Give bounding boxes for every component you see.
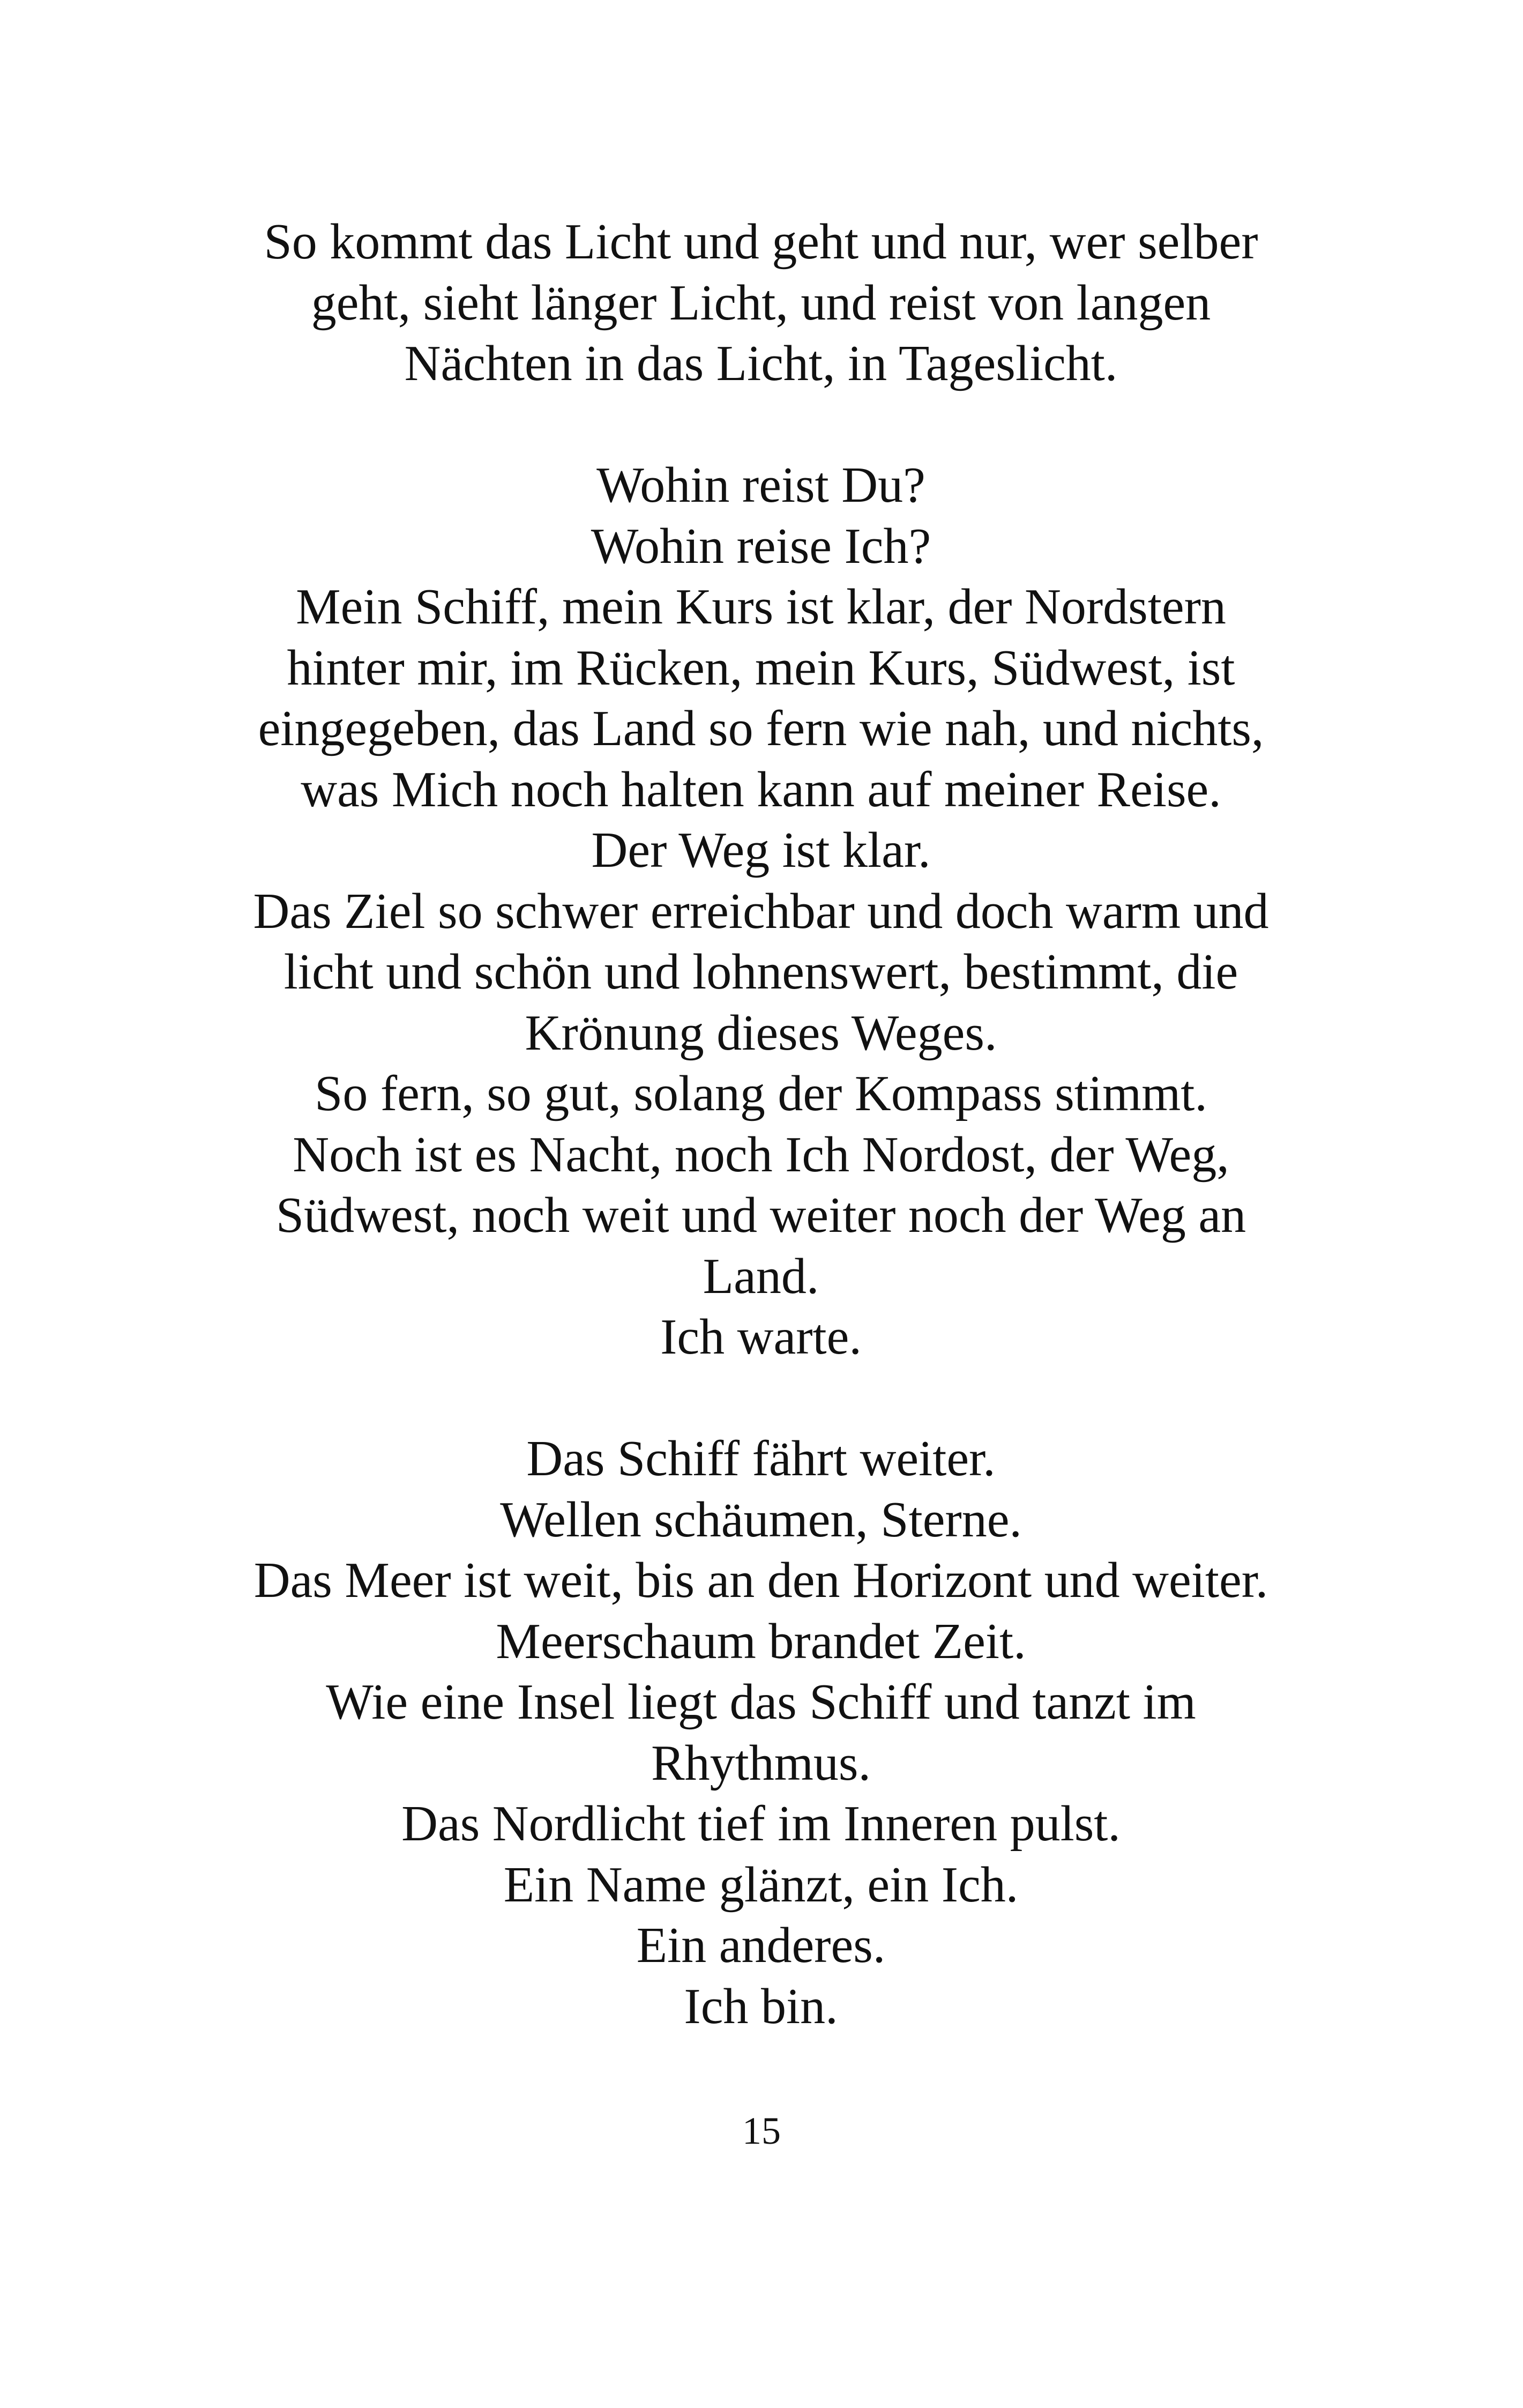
- poem-line: Rhythmus.: [651, 1735, 871, 1791]
- poem-line: Meerschaum brandet Zeit.: [496, 1613, 1026, 1669]
- stanza-2: [204, 455, 1318, 1368]
- poem-line: Südwest, noch weit und weiter noch der Weg an: [275, 1187, 1246, 1243]
- poem-line: licht und schön und lohnenswert, bestimmt, die: [283, 944, 1238, 1000]
- poem-line: was Mich noch halten kann auf meiner Reise.: [301, 761, 1221, 817]
- poem-line: Das Nordlicht tief im Inneren pulst.: [401, 1796, 1121, 1852]
- poem-line: hinter mir, im Rücken, mein Kurs, Südwest, ist: [287, 640, 1235, 696]
- poem-line: Wohin reise Ich?: [591, 518, 931, 574]
- poem-line: Krönung dieses Weges.: [525, 1005, 997, 1061]
- poem-line: Das Ziel so schwer erreichbar und doch warm und: [253, 883, 1269, 939]
- poem-line: Das Schiff fährt weiter.: [526, 1431, 996, 1487]
- poem-line: Mein Schiff, mein Kurs ist klar, der Nordstern: [296, 579, 1226, 635]
- poem-text: [204, 212, 1318, 2037]
- poem-line: So kommt das Licht und geht und nur, wer selber: [264, 214, 1258, 270]
- poem-line: Noch ist es Nacht, noch Ich Nordost, der Weg,: [293, 1126, 1229, 1183]
- stanza-1: [204, 212, 1318, 395]
- poem-line: Ich warte.: [660, 1309, 862, 1365]
- poem-line: Ein Name glänzt, ein Ich.: [503, 1856, 1019, 1913]
- poem-line: Wie eine Insel liegt das Schiff und tanzt im: [326, 1674, 1196, 1730]
- poem-line: So fern, so gut, solang der Kompass stimmt.: [315, 1066, 1207, 1121]
- poem-line: Ich bin.: [684, 1978, 838, 2034]
- poem-line: eingegeben, das Land so fern wie nah, und nichts,: [258, 701, 1264, 756]
- poem-line: Nächten in das Licht, in Tageslicht.: [404, 336, 1118, 391]
- poem-line: Land.: [703, 1248, 819, 1304]
- page-number: 15: [742, 2109, 781, 2152]
- poem-line: Wohin reist Du?: [596, 457, 925, 513]
- stanza-3: [204, 1429, 1318, 2037]
- poem-line: Wellen schäumen, Sterne.: [500, 1491, 1022, 1548]
- poem-line: Der Weg ist klar.: [591, 822, 931, 878]
- poem-line: Ein anderes.: [636, 1918, 886, 1973]
- poem-line: geht, sieht länger Licht, und reist von langen: [311, 274, 1211, 331]
- poem-line: Das Meer ist weit, bis an den Horizont und weiter.: [253, 1552, 1268, 1608]
